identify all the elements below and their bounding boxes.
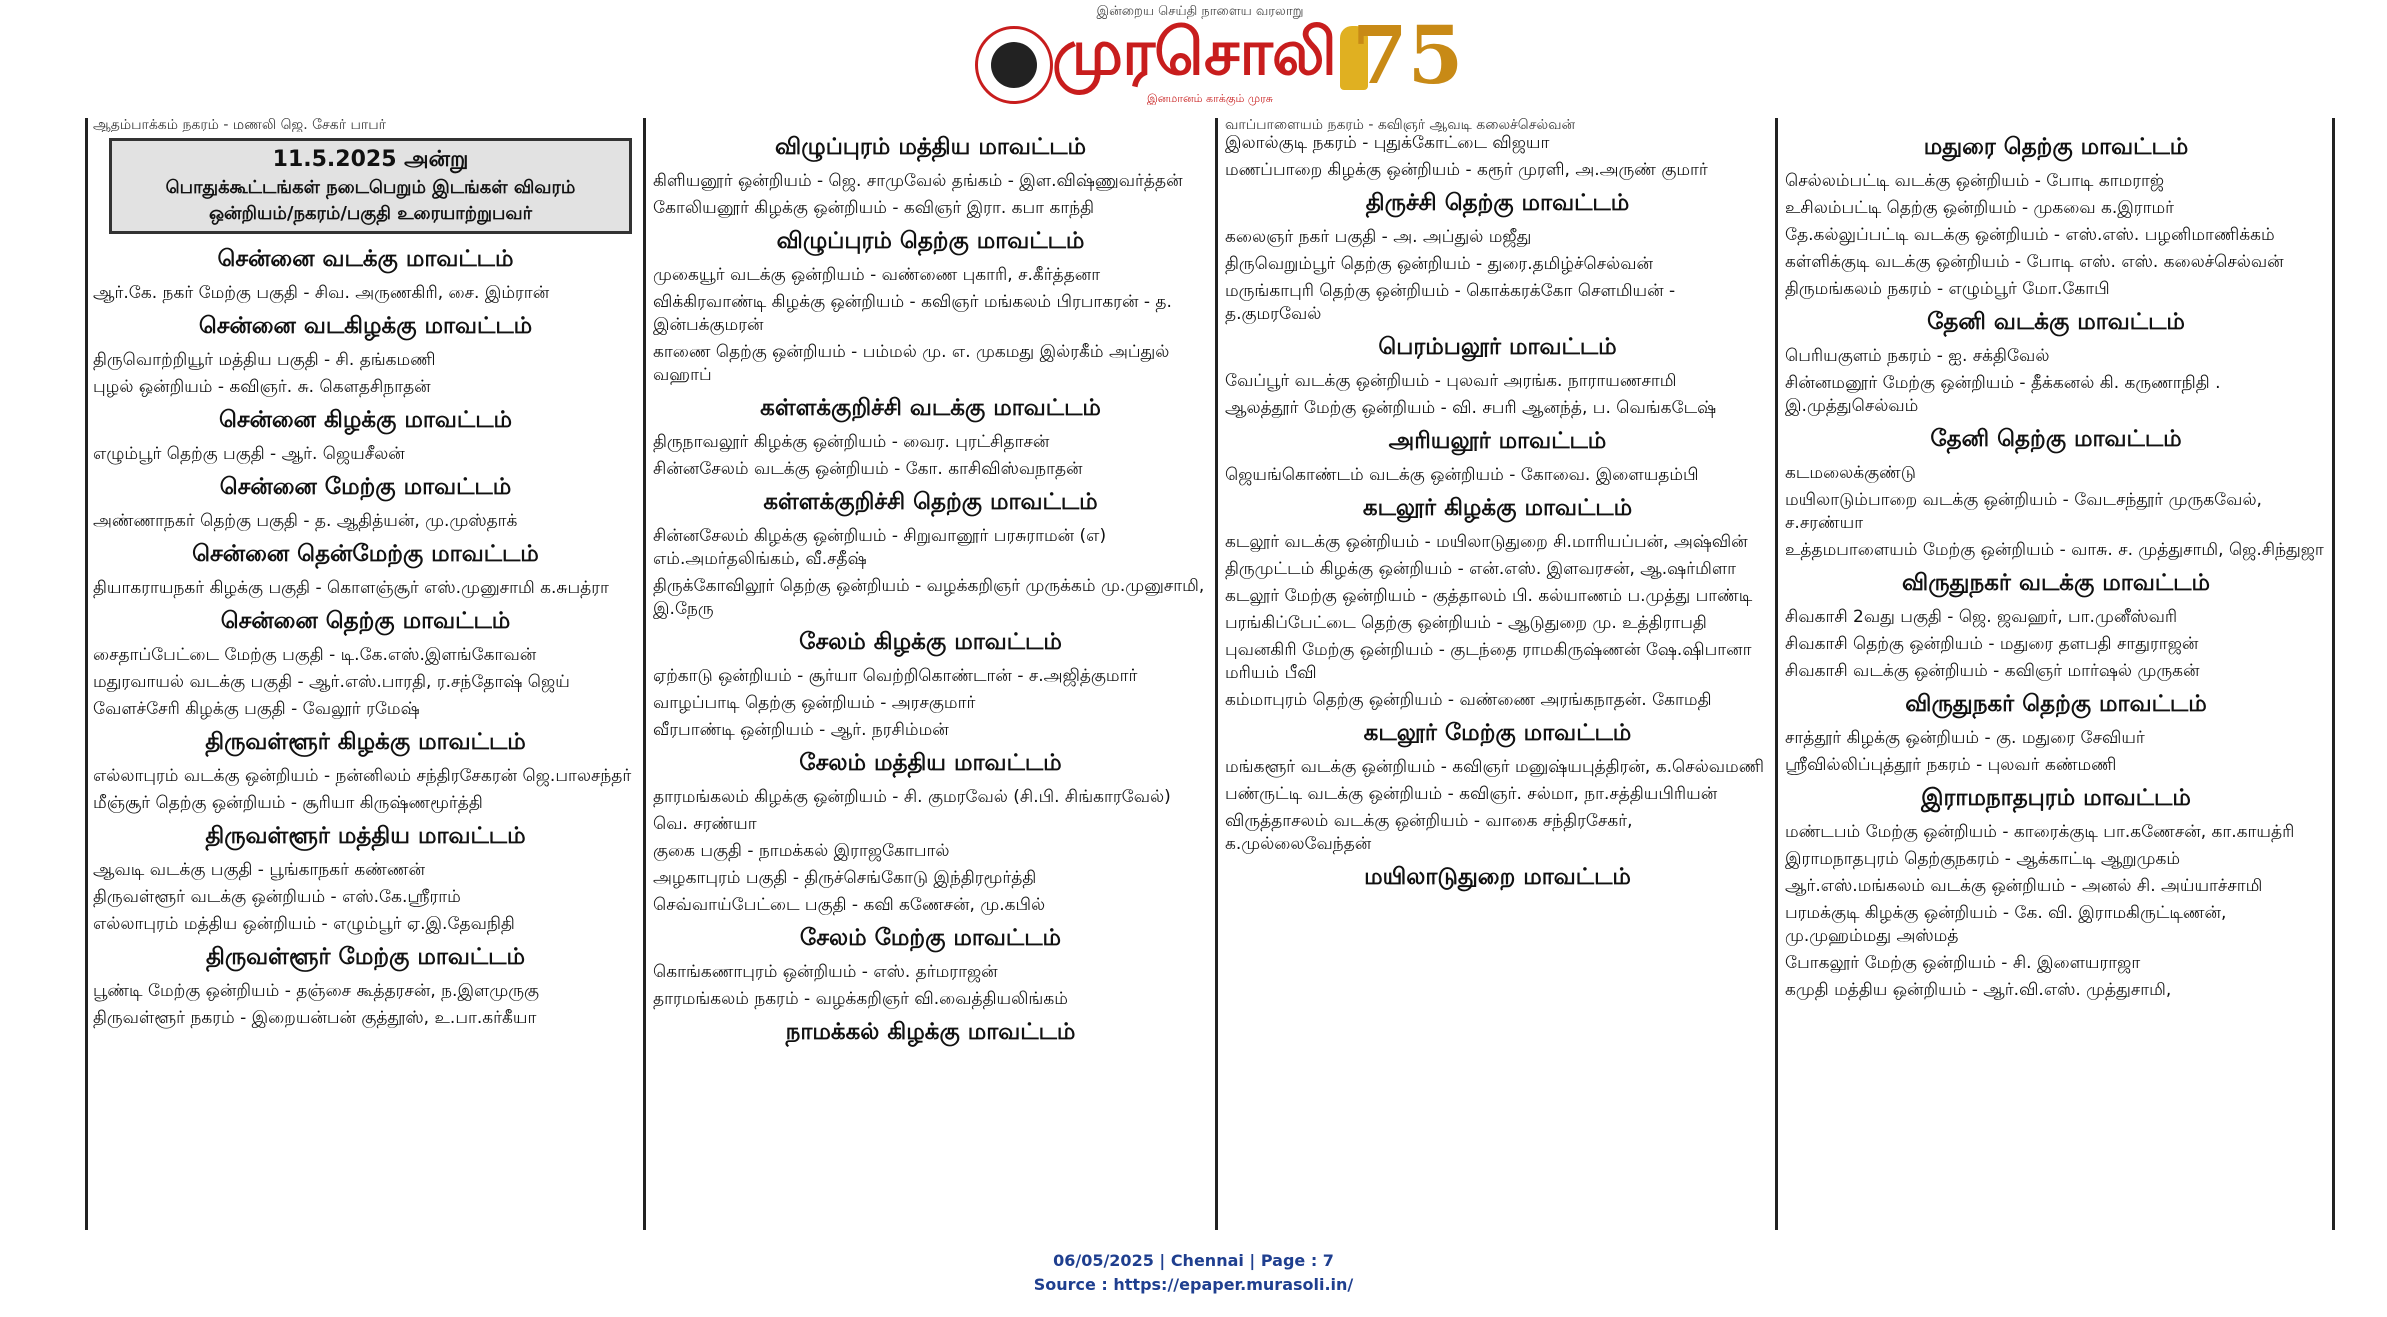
meeting-entry: வீரபாண்டி ஒன்றியம் - ஆர். நரசிம்மன்: [653, 720, 949, 740]
meeting-entry: மருங்காபுரி தெற்கு ஒன்றியம் - கொக்கரக்கோ சௌமியன் - த.குமரவேல்: [1225, 281, 1676, 324]
meeting-entry: உசிலம்பட்டி தெற்கு ஒன்றியம் - முகவை க.இராமர்: [1785, 198, 2175, 218]
meeting-entry: தே.கல்லுப்பட்டி வடக்கு ஒன்றியம் - எஸ்.எஸ். பழனிமாணிக்கம்: [1785, 225, 2275, 245]
meeting-entry: திருவொற்றியூர் மத்திய பகுதி - சி. தங்கமணி: [93, 350, 436, 370]
meeting-entry: கடமலைக்குண்டு: [1785, 463, 1916, 483]
meeting-entry: ஆவடி வடக்கு பகுதி - பூங்காநகர் கண்ணன்: [93, 860, 426, 880]
meeting-entry: இலால்குடி நகரம் - புதுக்கோட்டை விஜயா: [1225, 133, 1550, 153]
district-heading: சென்னை தெற்கு மாவட்டம்: [220, 608, 511, 634]
meeting-entry: கள்ளிக்குடி வடக்கு ஒன்றியம் - போடி எஸ். எஸ். கலைச்செல்வன்: [1785, 252, 2284, 272]
meeting-entry: சின்னமனூர் மேற்கு ஒன்றியம் - தீக்கனல் கி. கருணாநிதி . இ.முத்துசெல்வம்: [1785, 373, 2221, 416]
district-heading: மதுரை தெற்கு மாவட்டம்: [1923, 134, 2189, 160]
meeting-entry: ஆர்.எஸ்.மங்கலம் வடக்கு ஒன்றியம் - அனல் சி. அய்யாச்சாமி: [1785, 876, 2263, 896]
district-heading: நாமக்கல் கிழக்கு மாவட்டம்: [785, 1019, 1076, 1045]
district-heading: சென்னை கிழக்கு மாவட்டம்: [218, 407, 513, 433]
district-heading: விழுப்புரம் தெற்கு மாவட்டம்: [776, 228, 1085, 254]
district-heading: விருதுநகர் வடக்கு மாவட்டம்: [1902, 570, 2210, 596]
meeting-entry: குகை பகுதி - நாமக்கல் இராஜகோபால்: [653, 841, 950, 861]
meeting-entry: விக்கிரவாண்டி கிழக்கு ஒன்றியம் - கவிஞர் மங்கலம் பிரபாகரன் - த. இன்பக்குமரன்: [653, 292, 1172, 335]
district-heading: சேலம் மத்திய மாவட்டம்: [799, 750, 1062, 776]
district-heading: தேனி தெற்கு மாவட்டம்: [1930, 426, 2182, 452]
meeting-entry: விருத்தாசலம் வடக்கு ஒன்றியம் - வாகை சந்திரசேகர், க.முல்லைவேந்தன்: [1225, 811, 1633, 854]
column-rule: [2332, 118, 2335, 1230]
district-heading: சேலம் மேற்கு மாவட்டம்: [799, 925, 1062, 951]
meeting-subtitle: பொதுக்கூட்டங்கள் நடைபெறும் இடங்கள் விவரம்: [165, 177, 576, 198]
newspaper-page: [85, 118, 2335, 1230]
meeting-entry: திருவள்ளூர் வடக்கு ஒன்றியம் - எஸ்.கே.ஸ்ரீராம்: [93, 887, 461, 907]
meeting-entry: கோலியனூர் கிழக்கு ஒன்றியம் - கவிஞர் இரா. கபா காந்தி: [653, 198, 1095, 218]
meeting-entry: சின்னசேலம் கிழக்கு ஒன்றியம் - சிறுவானூர் பரசுராமன் (எ) எம்.அமர்தலிங்கம், வீ.சதீஷ்: [653, 526, 1107, 569]
emblem-icon: [975, 26, 1053, 104]
meeting-entry: மண்டபம் மேற்கு ஒன்றியம் - காரைக்குடி பா.கணேசன், கா.காயத்ரி: [1785, 822, 2295, 842]
meeting-entry: திருவள்ளூர் நகரம் - இறையன்பன் குத்தூஸ், உ.பா.கர்கீயா: [93, 1008, 537, 1028]
district-heading: அரியலூர் மாவட்டம்: [1388, 428, 1607, 454]
meeting-entry: திருநாவலூர் கிழக்கு ஒன்றியம் - வைர. புரட்சிதாசன்: [653, 432, 1050, 452]
meeting-entry: எல்லாபுரம் மத்திய ஒன்றியம் - எழும்பூர் ஏ.இ.தேவநிதி: [93, 914, 515, 934]
meeting-entry: கமுதி மத்திய ஒன்றியம் - ஆர்.வி.எஸ். முத்துசாமி,: [1785, 980, 2172, 1000]
meeting-entry: உத்தமபாளையம் மேற்கு ஒன்றியம் - வாசு. ச. முத்துசாமி, ஜெ.சிந்துஜா: [1785, 540, 2324, 560]
column-3: [1225, 118, 1770, 1230]
meeting-entry: ஆலத்தூர் மேற்கு ஒன்றியம் - வி. சபரி ஆனந்த், ப. வெங்கடேஷ்: [1225, 398, 1717, 418]
meeting-entry: அண்ணாநகர் தெற்கு பகுதி - த. ஆதித்யன், மு.முஸ்தாக்: [93, 511, 518, 531]
meeting-entry: காணை தெற்கு ஒன்றியம் - பம்மல் மு. எ. முகமது இல்ரகீம் அப்துல் வஹாப்: [653, 342, 1170, 385]
meeting-entry: செல்லம்பட்டி வடக்கு ஒன்றியம் - போடி காமராஜ்: [1785, 171, 2165, 191]
district-heading: தேனி வடக்கு மாவட்டம்: [1927, 309, 2185, 335]
meeting-entry: புவனகிரி மேற்கு ஒன்றியம் - குடந்தை ராமகிருஷ்ணன் ஷே.ஷிபானா மரியம் பீவி: [1225, 640, 1752, 683]
meeting-entry: மதுரவாயல் வடக்கு பகுதி - ஆர்.எஸ்.பாரதி, ர.சந்தோஷ் ஜெய்: [93, 672, 570, 692]
meeting-entry: திருமங்கலம் நகரம் - எழும்பூர் மோ.கோபி: [1785, 279, 2110, 299]
meeting-columns-label: ஒன்றியம்/நகரம்/பகுதி உரையாற்றுபவர்: [208, 203, 533, 224]
district-heading: திருவள்ளூர் மத்திய மாவட்டம்: [205, 823, 526, 849]
meeting-entry: ஆர்.கே. நகர் மேற்கு பகுதி - சிவ. அருணகிரி, சை. இம்ரான்: [93, 283, 550, 303]
meeting-entry: பூண்டி மேற்கு ஒன்றியம் - தஞ்சை கூத்தரசன், ந.இளமுருகு: [93, 981, 539, 1001]
column-1: [93, 118, 638, 1230]
district-heading: பெரம்பலூர் மாவட்டம்: [1378, 334, 1617, 360]
meeting-entry: திருவெறும்பூர் தெற்கு ஒன்றியம் - துரை.தமிழ்ச்செல்வன்: [1225, 254, 1654, 274]
column-4: [1785, 118, 2327, 1230]
district-heading: இராமநாதபுரம் மாவட்டம்: [1921, 785, 2191, 811]
meeting-entry: கடலூர் மேற்கு ஒன்றியம் - குத்தாலம் பி. கல்யாணம் ப.முத்து பாண்டி: [1225, 586, 1753, 606]
meeting-entry: கிளியனூர் ஒன்றியம் - ஜெ. சாமுவேல் தங்கம் - இள.விஷ்ணுவர்த்தன்: [653, 171, 1183, 191]
meeting-entry: சின்னசேலம் வடக்கு ஒன்றியம் - கோ. காசிவிஸ்வநாதன்: [653, 459, 1083, 479]
meeting-entry: சைதாப்பேட்டை மேற்கு பகுதி - டி.கே.எஸ்.இளங்கோவன்: [93, 645, 537, 665]
district-heading: கள்ளக்குறிச்சி தெற்கு மாவட்டம்: [763, 489, 1098, 515]
district-heading: சென்னை தென்மேற்கு மாவட்டம்: [192, 541, 539, 567]
meeting-entry: திருமுட்டம் கிழக்கு ஒன்றியம் - என்.எஸ். இளவரசன், ஆ.ஷர்மிளா: [1225, 559, 1737, 579]
cut-text: வாப்பாளையம் நகரம் - கவிஞர் ஆவடி கலைச்செல்வன்: [1225, 118, 1576, 132]
meeting-entry: அழகாபுரம் பகுதி - திருச்செங்கோடு இந்திரமூர்த்தி: [653, 868, 1037, 888]
cut-text: ஆதம்பாக்கம் நகரம் - மணலி ஜெ. சேகர் பாபர்: [93, 118, 386, 132]
district-heading: சென்னை மேற்கு மாவட்டம்: [219, 474, 512, 500]
meeting-entry: வெ. சரண்யா: [653, 814, 757, 834]
district-heading: மயிலாடுதுறை மாவட்டம்: [1364, 864, 1631, 890]
district-heading: திருச்சி தெற்கு மாவட்டம்: [1365, 190, 1630, 216]
district-heading: சேலம் கிழக்கு மாவட்டம்: [799, 629, 1062, 655]
district-heading: திருவள்ளூர் மேற்கு மாவட்டம்: [206, 944, 525, 970]
district-heading: விழுப்புரம் மத்திய மாவட்டம்: [774, 134, 1087, 160]
district-heading: சென்னை வடக்கு மாவட்டம்: [217, 246, 514, 272]
meeting-entry: ஏற்காடு ஒன்றியம் - சூர்யா வெற்றிகொண்டான் - ச.அஜித்குமார்: [653, 666, 1138, 686]
meeting-entry: கம்மாபுரம் தெற்கு ஒன்றியம் - வண்ணை அரங்கநாதன். கோமதி: [1225, 690, 1712, 710]
meeting-entry: மீஞ்சூர் தெற்கு ஒன்றியம் - சூரியா கிருஷ்ணமூர்த்தி: [93, 793, 483, 813]
meeting-entry: தாரமங்கலம் கிழக்கு ஒன்றியம் - சி. குமரவேல் (சி.பி. சிங்காரவேல்): [653, 787, 1171, 807]
meeting-entry: திருக்கோவிலூர் தெற்கு ஒன்றியம் - வழக்கறிஞர் முருக்கம் மு.முனுசாமி, இ.நேரு: [653, 576, 1205, 619]
column-rule: [643, 118, 646, 1230]
masthead-subtitle: இனமானம் காக்கும் முரசு: [1147, 92, 1273, 105]
meeting-entry: கடலூர் வடக்கு ஒன்றியம் - மயிலாடுதுறை சி.மாரியப்பன், அஷ்வின்: [1225, 532, 1748, 552]
column-2: [653, 118, 1208, 1230]
meeting-entry: போகலூர் மேற்கு ஒன்றியம் - சி. இளையராஜா: [1785, 953, 2141, 973]
meeting-entry: முகையூர் வடக்கு ஒன்றியம் - வண்ணை புகாரி, ச.கீர்த்தனா: [653, 265, 1101, 285]
meeting-entry: சிவகாசி வடக்கு ஒன்றியம் - கவிஞர் மார்ஷல் முருகன்: [1785, 661, 2200, 681]
district-heading: சென்னை வடகிழக்கு மாவட்டம்: [198, 313, 533, 339]
district-heading: கடலூர் மேற்கு மாவட்டம்: [1363, 720, 1632, 746]
meeting-entry: வேளச்சேரி கிழக்கு பகுதி - வேலூர் ரமேஷ்: [93, 699, 420, 719]
meeting-entry: எல்லாபுரம் வடக்கு ஒன்றியம் - நன்னிலம் சந்திரசேகரன் ஜெ.பாலசந்தர்: [93, 766, 632, 786]
column-rule: [1215, 118, 1218, 1230]
column-rule: [1775, 118, 1778, 1230]
meeting-entry: வாழப்பாடி தெற்கு ஒன்றியம் - அரசகுமார்: [653, 693, 976, 713]
district-heading: விருதுநகர் தெற்கு மாவட்டம்: [1905, 691, 2207, 717]
masthead: [0, 0, 2387, 115]
meeting-entry: சிவகாசி தெற்கு ஒன்றியம் - மதுரை தளபதி சாதுராஜன்: [1785, 634, 2199, 654]
meeting-entry: சிவகாசி 2வது பகுதி - ஜெ. ஜவஹர், பா.முனீஸ்வரி: [1785, 607, 2178, 627]
murasoli-logo: முரசொலி: [1052, 15, 1336, 90]
meeting-entry: எழும்பூர் தெற்கு பகுதி - ஆர். ஜெயசீலன்: [93, 444, 405, 464]
meeting-entry: மயிலாடும்பாறை வடக்கு ஒன்றியம் - வேடசந்தூர் முருகவேல், ச.சரண்யா: [1785, 490, 2262, 533]
meeting-entry: தாரமங்கலம் நகரம் - வழக்கறிஞர் வி.வைத்தியலிங்கம்: [653, 989, 1068, 1009]
district-heading: திருவள்ளூர் கிழக்கு மாவட்டம்: [205, 729, 526, 755]
meeting-entry: ஸ்ரீவில்லிப்புத்தூர் நகரம் - புலவர் கண்மணி: [1785, 755, 2117, 775]
meeting-date: 11.5.2025 அன்று: [272, 147, 469, 172]
meeting-entry: மணப்பாறை கிழக்கு ஒன்றியம் - கரூர் முரளி, அ.அருண் குமார்: [1225, 160, 1708, 180]
page-footer-info: 06/05/2025 | Chennai | Page : 7: [1053, 1251, 1334, 1270]
source-link[interactable]: Source : https://epaper.murasoli.in/: [1033, 1275, 1354, 1294]
meeting-date-box: [109, 138, 632, 234]
meeting-entry: செவ்வாய்பேட்டை பகுதி - கவி கணேசன், மு.கபில்: [653, 895, 1046, 915]
masthead-tagline: இன்றைய செய்தி நாளைய வரலாறு: [1096, 4, 1304, 19]
meeting-entry: பண்ருட்டி வடக்கு ஒன்றியம் - கவிஞர். சல்மா, நா.சத்தியபிரியன்: [1225, 784, 1718, 804]
meeting-entry: கலைஞர் நகர் பகுதி - அ. அப்துல் மஜீது: [1225, 227, 1532, 247]
meeting-entry: புழல் ஒன்றியம் - கவிஞர். சு. கௌதசிநாதன்: [93, 377, 431, 397]
district-heading: கடலூர் கிழக்கு மாவட்டம்: [1362, 495, 1633, 521]
meeting-entry: பெரியகுளம் நகரம் - ஐ. சக்திவேல்: [1785, 346, 2050, 366]
anniversary-badge: 75: [1352, 8, 1464, 102]
meeting-entry: மங்களூர் வடக்கு ஒன்றியம் - கவிஞர் மனுஷ்யபுத்திரன், க.செல்வமணி: [1225, 757, 1764, 777]
meeting-entry: ஜெயங்கொண்டம் வடக்கு ஒன்றியம் - கோவை. இளையதம்பி: [1225, 465, 1699, 485]
meeting-entry: கொங்கணாபுரம் ஒன்றியம் - எஸ். தர்மராஜன்: [653, 962, 998, 982]
meeting-entry: இராமநாதபுரம் தெற்குநகரம் - ஆக்காட்டி ஆறுமுகம்: [1785, 849, 2181, 869]
meeting-entry: சாத்தூர் கிழக்கு ஒன்றியம் - கு. மதுரை சேவியர்: [1785, 728, 2145, 748]
column-rule: [85, 118, 88, 1230]
meeting-entry: தியாகராயநகர் கிழக்கு பகுதி - கொளஞ்சூர் எஸ்.முனுசாமி க.சுபத்ரா: [93, 578, 609, 598]
meeting-entry: பரங்கிப்பேட்டை தெற்கு ஒன்றியம் - ஆடுதுறை மு. உத்திராபதி: [1225, 613, 1707, 633]
meeting-entry: பரமக்குடி கிழக்கு ஒன்றியம் - கே. வி. இராமகிருட்டிணன், மு.முஹம்மது அஸ்மத்: [1785, 903, 2227, 946]
meeting-entry: வேப்பூர் வடக்கு ஒன்றியம் - புலவர் அரங்க. நாராயணசாமி: [1225, 371, 1677, 391]
district-heading: கள்ளக்குறிச்சி வடக்கு மாவட்டம்: [760, 395, 1101, 421]
